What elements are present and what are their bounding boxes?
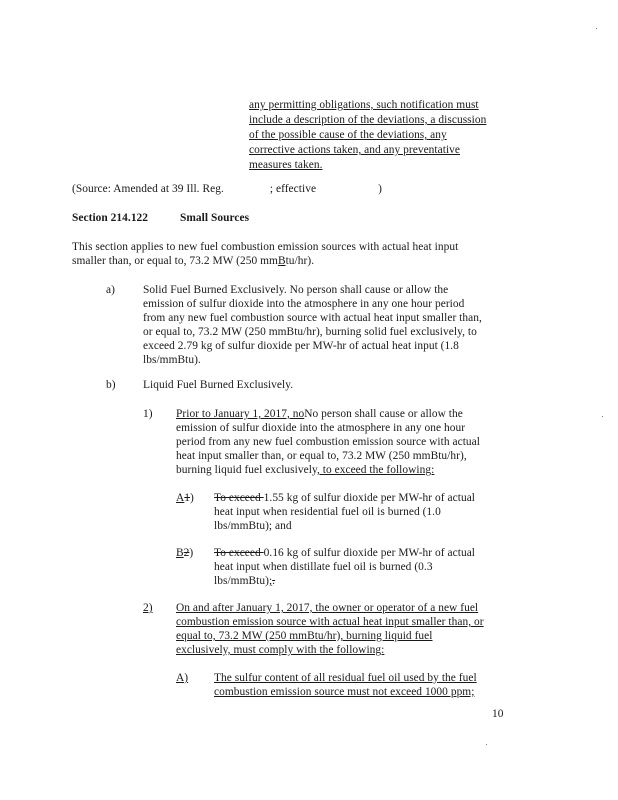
section-title: Small Sources bbox=[180, 212, 250, 224]
item-b2-label: 2) bbox=[143, 602, 153, 614]
item-b2A-line: combustion emission source must not exceed 1000 ppm; bbox=[214, 686, 475, 698]
clause-line: measures taken. bbox=[249, 159, 323, 171]
intro-line: smaller than, or equal to, 73.2 MW (250 mmBtu/hr). bbox=[72, 255, 315, 267]
source-note bbox=[72, 182, 382, 196]
item-a-line: lbs/mmBtu). bbox=[143, 354, 201, 366]
source-note-close: ) bbox=[378, 183, 382, 195]
item-b-heading: Liquid Fuel Burned Exclusively. bbox=[143, 379, 294, 391]
item-b1A-line: lbs/mmBtu); and bbox=[214, 520, 292, 532]
intro-line: This section applies to new fuel combustion emission sources with actual heat input bbox=[72, 241, 459, 253]
scan-speck bbox=[602, 416, 603, 417]
clause-line: corrective actions taken, and any preventative bbox=[249, 144, 461, 156]
item-b2-line: exclusively, must comply with the following: bbox=[176, 644, 385, 656]
item-b2A-label: A) bbox=[176, 672, 189, 684]
item-b1-line: emission of sulfur dioxide into the atmosphere in any one hour bbox=[176, 422, 466, 434]
section-number: Section 214.122 bbox=[72, 212, 149, 224]
item-a-line: from any new fuel combustion source with actual heat input smaller than, bbox=[143, 312, 482, 324]
item-b1B-line: heat input when distillate fuel oil is burned (0.3 bbox=[214, 561, 433, 573]
scan-speck bbox=[486, 744, 487, 745]
item-a-line: or equal to, 73.2 MW (250 mmBtu/hr), burning solid fuel exclusively, to bbox=[143, 326, 477, 338]
item-b1B-line: lbs/mmBtu);. bbox=[214, 575, 276, 587]
clause-line: any permitting obligations, such notification must bbox=[249, 99, 479, 111]
item-a-line: Solid Fuel Burned Exclusively. No person shall cause or allow the bbox=[143, 284, 449, 296]
item-b2-line: equal to, 73.2 MW (250 mmBtu/hr), burning liquid fuel bbox=[176, 630, 433, 642]
page-number: 10 bbox=[492, 708, 504, 720]
source-note-prefix: (Source: Amended at 39 Ill. Reg. bbox=[72, 183, 224, 195]
item-a-line: emission of sulfur dioxide into the atmosphere in any one hour period bbox=[143, 298, 465, 310]
source-note-effective: ; effective bbox=[269, 183, 317, 195]
item-b1A-label: A1) bbox=[176, 492, 194, 504]
item-b-label: b) bbox=[106, 379, 116, 391]
item-a-line: exceed 2.79 kg of sulfur dioxide per MW-hr of actual heat input (1.8 bbox=[143, 340, 459, 352]
item-b2A-line: The sulfur content of all residual fuel oil used by the fuel bbox=[214, 672, 477, 684]
item-b1B-line: To exceed 0.16 kg of sulfur dioxide per MW-hr of actual bbox=[214, 547, 476, 559]
item-b1B-label: B2) bbox=[176, 547, 194, 559]
item-b1-line: period from any new fuel combustion emission source with actual bbox=[176, 436, 480, 448]
item-b2-line: combustion emission source with actual heat input smaller than, or bbox=[176, 616, 484, 628]
clause-line: include a description of the deviations, a discussion bbox=[249, 114, 487, 126]
item-b1A-line: To exceed 1.55 kg of sulfur dioxide per MW-hr of actual bbox=[214, 492, 476, 504]
item-b1-label: 1) bbox=[143, 408, 153, 420]
item-b2-line: On and after January 1, 2017, the owner or operator of a new fuel bbox=[176, 602, 479, 614]
item-b1-line: heat input smaller than, or equal to, 73.2 MW (250 mmBtu/hr), bbox=[176, 450, 467, 462]
item-a-label: a) bbox=[106, 284, 115, 296]
item-b1A-line: heat input when residential fuel oil is burned (1.0 bbox=[214, 506, 441, 518]
clause-line: of the possible cause of the deviations, any bbox=[249, 129, 447, 141]
item-b1-line: Prior to January 1, 2017, noNo person shall cause or allow the bbox=[176, 408, 463, 420]
scan-speck bbox=[596, 28, 597, 29]
item-b1-line: burning liquid fuel exclusively, to exceed the following: bbox=[176, 464, 435, 476]
